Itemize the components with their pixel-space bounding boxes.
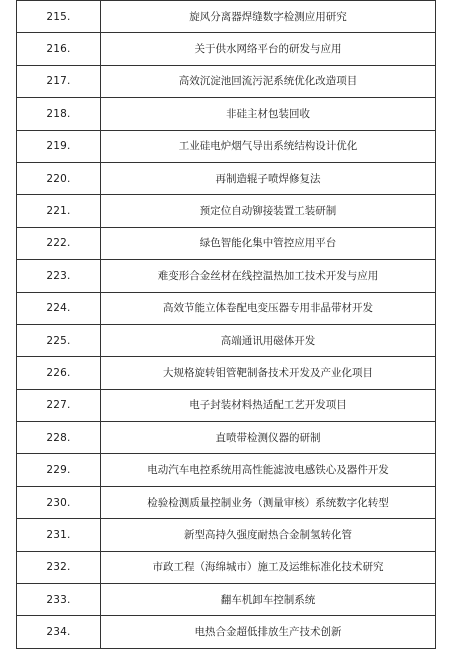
table-row [17, 389, 436, 421]
table-row [17, 324, 436, 356]
row-number: 215. [17, 1, 101, 33]
project-name: 难变形合金丝材在线控温热加工技术开发与应用 [101, 260, 436, 292]
table-row [17, 65, 436, 97]
table-row [17, 227, 436, 259]
table-row [17, 584, 436, 616]
project-name: 直喷带检测仪器的研制 [101, 422, 436, 454]
row-number: 222. [17, 227, 101, 259]
project-table-body [17, 1, 436, 649]
row-number: 227. [17, 389, 101, 421]
project-name: 翻车机卸车控制系统 [101, 584, 436, 616]
table-row [17, 357, 436, 389]
project-name: 电动汽车电控系统用高性能滤波电感铁心及器件开发 [101, 454, 436, 486]
table-row [17, 616, 436, 648]
table-row [17, 195, 436, 227]
table-row [17, 1, 436, 33]
row-number: 221. [17, 195, 101, 227]
table-row [17, 551, 436, 583]
table-row [17, 33, 436, 65]
project-name: 旋风分离器焊缝数字检测应用研究 [101, 1, 436, 33]
project-name: 电子封装材料热适配工艺开发项目 [101, 389, 436, 421]
project-name: 高端通讯用磁体开发 [101, 324, 436, 356]
project-name: 再制造辊子喷焊修复法 [101, 162, 436, 194]
row-number: 231. [17, 519, 101, 551]
table-row [17, 162, 436, 194]
row-number: 217. [17, 65, 101, 97]
row-number: 225. [17, 324, 101, 356]
table-row [17, 130, 436, 162]
table-row [17, 519, 436, 551]
row-number: 228. [17, 422, 101, 454]
project-name: 高效节能立体卷配电变压器专用非晶带材开发 [101, 292, 436, 324]
table-row [17, 292, 436, 324]
project-table [16, 0, 436, 649]
project-name: 预定位自动铆接装置工装研制 [101, 195, 436, 227]
row-number: 218. [17, 98, 101, 130]
row-number: 229. [17, 454, 101, 486]
row-number: 230. [17, 486, 101, 518]
row-number: 226. [17, 357, 101, 389]
row-number: 216. [17, 33, 101, 65]
row-number: 234. [17, 616, 101, 648]
project-name: 关于供水网络平台的研发与应用 [101, 33, 436, 65]
project-table-container [16, 0, 436, 649]
table-row [17, 486, 436, 518]
project-name: 非硅主材包装回收 [101, 98, 436, 130]
project-name: 市政工程（海绵城市）施工及运维标准化技术研究 [101, 551, 436, 583]
project-name: 检验检测质量控制业务（测量审核）系统数字化转型 [101, 486, 436, 518]
table-row [17, 454, 436, 486]
project-name: 大规格旋转钼管靶制备技术开发及产业化项目 [101, 357, 436, 389]
project-name: 绿色智能化集中管控应用平台 [101, 227, 436, 259]
table-row [17, 98, 436, 130]
row-number: 223. [17, 260, 101, 292]
row-number: 233. [17, 584, 101, 616]
table-row [17, 422, 436, 454]
row-number: 219. [17, 130, 101, 162]
row-number: 232. [17, 551, 101, 583]
project-name: 高效沉淀池回流污泥系统优化改造项目 [101, 65, 436, 97]
project-name: 新型高持久强度耐热合金制氢转化管 [101, 519, 436, 551]
project-name: 工业硅电炉烟气导出系统结构设计优化 [101, 130, 436, 162]
row-number: 224. [17, 292, 101, 324]
row-number: 220. [17, 162, 101, 194]
table-row [17, 260, 436, 292]
project-name: 电热合金超低排放生产技术创新 [101, 616, 436, 648]
